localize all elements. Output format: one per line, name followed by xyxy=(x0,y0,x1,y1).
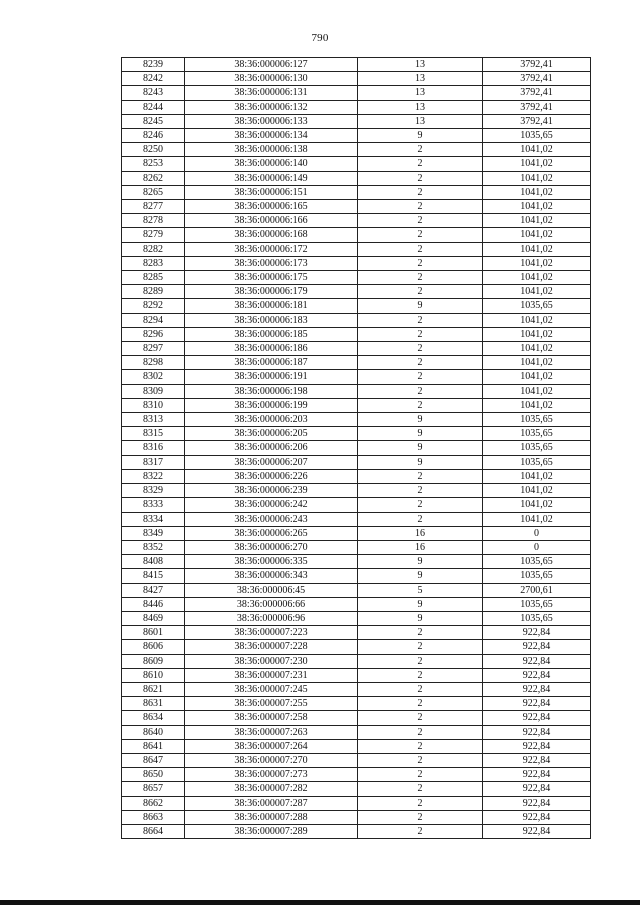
cadastral-number-cell: 38:36:000006:175 xyxy=(185,271,358,285)
value-cell: 1035,65 xyxy=(483,597,591,611)
quantity-cell: 2 xyxy=(358,214,483,228)
value-cell: 1035,65 xyxy=(483,129,591,143)
record-number-cell: 8408 xyxy=(122,555,185,569)
record-number-cell: 8663 xyxy=(122,810,185,824)
cadastral-number-cell: 38:36:000007:263 xyxy=(185,725,358,739)
record-number-cell: 8292 xyxy=(122,299,185,313)
record-number-cell: 8606 xyxy=(122,640,185,654)
record-number-cell: 8246 xyxy=(122,129,185,143)
table-row xyxy=(122,682,591,696)
quantity-cell: 2 xyxy=(358,271,483,285)
quantity-cell: 13 xyxy=(358,114,483,128)
quantity-cell: 2 xyxy=(358,285,483,299)
table-row xyxy=(122,384,591,398)
table-row xyxy=(122,171,591,185)
quantity-cell: 9 xyxy=(358,427,483,441)
cadastral-number-cell: 38:36:000006:138 xyxy=(185,143,358,157)
table-row xyxy=(122,526,591,540)
value-cell: 922,84 xyxy=(483,697,591,711)
record-number-cell: 8610 xyxy=(122,668,185,682)
page-number: 790 xyxy=(311,32,329,44)
record-number-cell: 8265 xyxy=(122,185,185,199)
table-row xyxy=(122,398,591,412)
quantity-cell: 2 xyxy=(358,626,483,640)
value-cell: 922,84 xyxy=(483,626,591,640)
quantity-cell: 2 xyxy=(358,256,483,270)
record-number-cell: 8322 xyxy=(122,469,185,483)
record-number-cell: 8352 xyxy=(122,540,185,554)
quantity-cell: 2 xyxy=(358,682,483,696)
record-number-cell: 8631 xyxy=(122,697,185,711)
quantity-cell: 2 xyxy=(358,384,483,398)
value-cell: 1035,65 xyxy=(483,413,591,427)
table-row xyxy=(122,469,591,483)
table-row xyxy=(122,256,591,270)
table-row xyxy=(122,214,591,228)
value-cell: 1035,65 xyxy=(483,441,591,455)
quantity-cell: 2 xyxy=(358,171,483,185)
table-row xyxy=(122,356,591,370)
cadastral-number-cell: 38:36:000006:134 xyxy=(185,129,358,143)
cadastral-number-cell: 38:36:000006:187 xyxy=(185,356,358,370)
cadastral-number-cell: 38:36:000006:239 xyxy=(185,484,358,498)
table-row xyxy=(122,299,591,313)
value-cell: 1041,02 xyxy=(483,271,591,285)
cadastral-number-cell: 38:36:000006:127 xyxy=(185,58,358,72)
record-number-cell: 8640 xyxy=(122,725,185,739)
cadastral-number-cell: 38:36:000006:45 xyxy=(185,583,358,597)
table-row xyxy=(122,668,591,682)
record-number-cell: 8662 xyxy=(122,796,185,810)
value-cell: 1041,02 xyxy=(483,242,591,256)
table-row xyxy=(122,271,591,285)
cadastral-number-cell: 38:36:000006:335 xyxy=(185,555,358,569)
quantity-cell: 2 xyxy=(358,185,483,199)
value-cell: 1035,65 xyxy=(483,455,591,469)
value-cell: 1041,02 xyxy=(483,512,591,526)
quantity-cell: 2 xyxy=(358,753,483,767)
table-row xyxy=(122,72,591,86)
quantity-cell: 5 xyxy=(358,583,483,597)
scan-bottom-edge xyxy=(0,900,640,905)
cadastral-number-cell: 38:36:000007:270 xyxy=(185,753,358,767)
record-number-cell: 8262 xyxy=(122,171,185,185)
value-cell: 1041,02 xyxy=(483,498,591,512)
record-number-cell: 8244 xyxy=(122,100,185,114)
record-number-cell: 8309 xyxy=(122,384,185,398)
quantity-cell: 13 xyxy=(358,58,483,72)
quantity-cell: 2 xyxy=(358,356,483,370)
value-cell: 922,84 xyxy=(483,725,591,739)
table-row xyxy=(122,58,591,72)
cadastral-number-cell: 38:36:000007:245 xyxy=(185,682,358,696)
quantity-cell: 13 xyxy=(358,72,483,86)
cadastral-number-cell: 38:36:000006:179 xyxy=(185,285,358,299)
record-number-cell: 8313 xyxy=(122,413,185,427)
value-cell: 1041,02 xyxy=(483,384,591,398)
cadastral-number-cell: 38:36:000006:207 xyxy=(185,455,358,469)
value-cell: 3792,41 xyxy=(483,58,591,72)
value-cell: 922,84 xyxy=(483,753,591,767)
cadastral-number-cell: 38:36:000006:131 xyxy=(185,86,358,100)
value-cell: 0 xyxy=(483,526,591,540)
record-number-cell: 8283 xyxy=(122,256,185,270)
quantity-cell: 2 xyxy=(358,242,483,256)
value-cell: 1041,02 xyxy=(483,228,591,242)
table-row xyxy=(122,626,591,640)
record-number-cell: 8242 xyxy=(122,72,185,86)
value-cell: 1041,02 xyxy=(483,185,591,199)
value-cell: 1041,02 xyxy=(483,469,591,483)
quantity-cell: 9 xyxy=(358,597,483,611)
cadastral-number-cell: 38:36:000007:223 xyxy=(185,626,358,640)
record-number-cell: 8647 xyxy=(122,753,185,767)
cadastral-number-cell: 38:36:000006:96 xyxy=(185,611,358,625)
table-row xyxy=(122,86,591,100)
record-number-cell: 8349 xyxy=(122,526,185,540)
record-number-cell: 8277 xyxy=(122,200,185,214)
records-body xyxy=(122,58,591,839)
table-row xyxy=(122,228,591,242)
table-row xyxy=(122,427,591,441)
value-cell: 1041,02 xyxy=(483,171,591,185)
cadastral-number-cell: 38:36:000007:231 xyxy=(185,668,358,682)
cadastral-number-cell: 38:36:000007:288 xyxy=(185,810,358,824)
quantity-cell: 9 xyxy=(358,455,483,469)
quantity-cell: 9 xyxy=(358,611,483,625)
table-row xyxy=(122,285,591,299)
record-number-cell: 8609 xyxy=(122,654,185,668)
quantity-cell: 2 xyxy=(358,810,483,824)
table-row xyxy=(122,413,591,427)
table-row xyxy=(122,484,591,498)
record-number-cell: 8650 xyxy=(122,768,185,782)
quantity-cell: 9 xyxy=(358,555,483,569)
quantity-cell: 2 xyxy=(358,697,483,711)
cadastral-number-cell: 38:36:000007:287 xyxy=(185,796,358,810)
cadastral-number-cell: 38:36:000006:191 xyxy=(185,370,358,384)
value-cell: 922,84 xyxy=(483,796,591,810)
table-row xyxy=(122,129,591,143)
cadastral-number-cell: 38:36:000006:343 xyxy=(185,569,358,583)
table-row xyxy=(122,711,591,725)
table-row xyxy=(122,370,591,384)
record-number-cell: 8289 xyxy=(122,285,185,299)
quantity-cell: 2 xyxy=(358,640,483,654)
value-cell: 1041,02 xyxy=(483,285,591,299)
quantity-cell: 2 xyxy=(358,228,483,242)
cadastral-number-cell: 38:36:000006:185 xyxy=(185,327,358,341)
cadastral-number-cell: 38:36:000006:132 xyxy=(185,100,358,114)
table-row xyxy=(122,143,591,157)
value-cell: 1041,02 xyxy=(483,370,591,384)
record-number-cell: 8621 xyxy=(122,682,185,696)
cadastral-number-cell: 38:36:000007:255 xyxy=(185,697,358,711)
quantity-cell: 2 xyxy=(358,711,483,725)
quantity-cell: 9 xyxy=(358,129,483,143)
record-number-cell: 8302 xyxy=(122,370,185,384)
record-number-cell: 8415 xyxy=(122,569,185,583)
cadastral-number-cell: 38:36:000006:242 xyxy=(185,498,358,512)
value-cell: 1041,02 xyxy=(483,327,591,341)
cadastral-number-cell: 38:36:000006:166 xyxy=(185,214,358,228)
value-cell: 1035,65 xyxy=(483,299,591,313)
table-row xyxy=(122,611,591,625)
quantity-cell: 13 xyxy=(358,100,483,114)
record-number-cell: 8427 xyxy=(122,583,185,597)
quantity-cell: 2 xyxy=(358,398,483,412)
cadastral-number-cell: 38:36:000006:243 xyxy=(185,512,358,526)
quantity-cell: 2 xyxy=(358,484,483,498)
value-cell: 1041,02 xyxy=(483,398,591,412)
cadastral-number-cell: 38:36:000006:165 xyxy=(185,200,358,214)
cadastral-number-cell: 38:36:000006:149 xyxy=(185,171,358,185)
value-cell: 1041,02 xyxy=(483,143,591,157)
quantity-cell: 2 xyxy=(358,824,483,838)
table-row xyxy=(122,114,591,128)
record-number-cell: 8317 xyxy=(122,455,185,469)
quantity-cell: 9 xyxy=(358,569,483,583)
quantity-cell: 2 xyxy=(358,469,483,483)
quantity-cell: 2 xyxy=(358,313,483,327)
value-cell: 1035,65 xyxy=(483,555,591,569)
quantity-cell: 2 xyxy=(358,725,483,739)
record-number-cell: 8601 xyxy=(122,626,185,640)
table-row xyxy=(122,768,591,782)
cadastral-number-cell: 38:36:000006:140 xyxy=(185,157,358,171)
record-number-cell: 8297 xyxy=(122,342,185,356)
record-number-cell: 8316 xyxy=(122,441,185,455)
value-cell: 3792,41 xyxy=(483,86,591,100)
value-cell: 1041,02 xyxy=(483,200,591,214)
table-row xyxy=(122,697,591,711)
cadastral-number-cell: 38:36:000006:203 xyxy=(185,413,358,427)
table-row xyxy=(122,583,591,597)
record-number-cell: 8278 xyxy=(122,214,185,228)
table-row xyxy=(122,640,591,654)
cadastral-number-cell: 38:36:000006:183 xyxy=(185,313,358,327)
cadastral-number-cell: 38:36:000007:258 xyxy=(185,711,358,725)
table-row xyxy=(122,654,591,668)
cadastral-number-cell: 38:36:000007:230 xyxy=(185,654,358,668)
record-number-cell: 8469 xyxy=(122,611,185,625)
value-cell: 922,84 xyxy=(483,682,591,696)
value-cell: 922,84 xyxy=(483,768,591,782)
record-number-cell: 8641 xyxy=(122,739,185,753)
table-row xyxy=(122,739,591,753)
quantity-cell: 2 xyxy=(358,370,483,384)
quantity-cell: 2 xyxy=(358,200,483,214)
record-number-cell: 8310 xyxy=(122,398,185,412)
table-row xyxy=(122,185,591,199)
value-cell: 3792,41 xyxy=(483,72,591,86)
record-number-cell: 8253 xyxy=(122,157,185,171)
quantity-cell: 2 xyxy=(358,654,483,668)
table-row xyxy=(122,200,591,214)
value-cell: 922,84 xyxy=(483,810,591,824)
table-row xyxy=(122,782,591,796)
record-number-cell: 8282 xyxy=(122,242,185,256)
table-row xyxy=(122,796,591,810)
cadastral-number-cell: 38:36:000006:186 xyxy=(185,342,358,356)
quantity-cell: 2 xyxy=(358,739,483,753)
record-number-cell: 8315 xyxy=(122,427,185,441)
table-row xyxy=(122,512,591,526)
record-number-cell: 8333 xyxy=(122,498,185,512)
quantity-cell: 2 xyxy=(358,498,483,512)
table-row xyxy=(122,498,591,512)
value-cell: 1041,02 xyxy=(483,313,591,327)
quantity-cell: 2 xyxy=(358,512,483,526)
record-number-cell: 8329 xyxy=(122,484,185,498)
record-number-cell: 8243 xyxy=(122,86,185,100)
value-cell: 1035,65 xyxy=(483,569,591,583)
value-cell: 922,84 xyxy=(483,739,591,753)
quantity-cell: 2 xyxy=(358,782,483,796)
value-cell: 922,84 xyxy=(483,711,591,725)
quantity-cell: 2 xyxy=(358,796,483,810)
record-number-cell: 8296 xyxy=(122,327,185,341)
record-number-cell: 8279 xyxy=(122,228,185,242)
value-cell: 1041,02 xyxy=(483,256,591,270)
table-row xyxy=(122,810,591,824)
record-number-cell: 8285 xyxy=(122,271,185,285)
table-row xyxy=(122,100,591,114)
value-cell: 1041,02 xyxy=(483,356,591,370)
table-row xyxy=(122,753,591,767)
record-number-cell: 8294 xyxy=(122,313,185,327)
cadastral-number-cell: 38:36:000006:205 xyxy=(185,427,358,441)
quantity-cell: 9 xyxy=(358,299,483,313)
quantity-cell: 13 xyxy=(358,86,483,100)
quantity-cell: 9 xyxy=(358,413,483,427)
cadastral-number-cell: 38:36:000006:130 xyxy=(185,72,358,86)
value-cell: 922,84 xyxy=(483,668,591,682)
value-cell: 922,84 xyxy=(483,824,591,838)
quantity-cell: 16 xyxy=(358,526,483,540)
value-cell: 922,84 xyxy=(483,782,591,796)
cadastral-number-cell: 38:36:000006:181 xyxy=(185,299,358,313)
cadastral-number-cell: 38:36:000006:199 xyxy=(185,398,358,412)
table-row xyxy=(122,725,591,739)
record-number-cell: 8298 xyxy=(122,356,185,370)
cadastral-number-cell: 38:36:000007:282 xyxy=(185,782,358,796)
cadastral-number-cell: 38:36:000006:270 xyxy=(185,540,358,554)
value-cell: 922,84 xyxy=(483,654,591,668)
table-row xyxy=(122,242,591,256)
value-cell: 3792,41 xyxy=(483,100,591,114)
value-cell: 1035,65 xyxy=(483,611,591,625)
cadastral-number-cell: 38:36:000006:226 xyxy=(185,469,358,483)
quantity-cell: 2 xyxy=(358,157,483,171)
record-number-cell: 8245 xyxy=(122,114,185,128)
table-row xyxy=(122,313,591,327)
value-cell: 1035,65 xyxy=(483,427,591,441)
value-cell: 1041,02 xyxy=(483,157,591,171)
record-number-cell: 8334 xyxy=(122,512,185,526)
cadastral-number-cell: 38:36:000006:206 xyxy=(185,441,358,455)
value-cell: 2700,61 xyxy=(483,583,591,597)
cadastral-number-cell: 38:36:000007:264 xyxy=(185,739,358,753)
record-number-cell: 8664 xyxy=(122,824,185,838)
quantity-cell: 2 xyxy=(358,327,483,341)
record-number-cell: 8239 xyxy=(122,58,185,72)
record-number-cell: 8657 xyxy=(122,782,185,796)
table-row xyxy=(122,441,591,455)
table-row xyxy=(122,569,591,583)
quantity-cell: 2 xyxy=(358,143,483,157)
value-cell: 1041,02 xyxy=(483,484,591,498)
cadastral-number-cell: 38:36:000006:198 xyxy=(185,384,358,398)
quantity-cell: 16 xyxy=(358,540,483,554)
cadastral-number-cell: 38:36:000006:168 xyxy=(185,228,358,242)
record-number-cell: 8634 xyxy=(122,711,185,725)
quantity-cell: 2 xyxy=(358,342,483,356)
table-row xyxy=(122,157,591,171)
cadastral-number-cell: 38:36:000007:228 xyxy=(185,640,358,654)
cadastral-number-cell: 38:36:000006:172 xyxy=(185,242,358,256)
cadastral-number-cell: 38:36:000006:66 xyxy=(185,597,358,611)
value-cell: 3792,41 xyxy=(483,114,591,128)
table-row xyxy=(122,540,591,554)
table-row xyxy=(122,555,591,569)
record-number-cell: 8250 xyxy=(122,143,185,157)
cadastral-number-cell: 38:36:000006:173 xyxy=(185,256,358,270)
cadastral-number-cell: 38:36:000006:265 xyxy=(185,526,358,540)
table-row xyxy=(122,824,591,838)
value-cell: 922,84 xyxy=(483,640,591,654)
quantity-cell: 9 xyxy=(358,441,483,455)
quantity-cell: 2 xyxy=(358,668,483,682)
value-cell: 1041,02 xyxy=(483,342,591,356)
quantity-cell: 2 xyxy=(358,768,483,782)
table-row xyxy=(122,455,591,469)
value-cell: 0 xyxy=(483,540,591,554)
table-row xyxy=(122,342,591,356)
cadastral-number-cell: 38:36:000007:273 xyxy=(185,768,358,782)
table-row xyxy=(122,597,591,611)
records-table xyxy=(121,57,591,839)
cadastral-number-cell: 38:36:000007:289 xyxy=(185,824,358,838)
record-number-cell: 8446 xyxy=(122,597,185,611)
table-row xyxy=(122,327,591,341)
value-cell: 1041,02 xyxy=(483,214,591,228)
cadastral-number-cell: 38:36:000006:133 xyxy=(185,114,358,128)
cadastral-number-cell: 38:36:000006:151 xyxy=(185,185,358,199)
